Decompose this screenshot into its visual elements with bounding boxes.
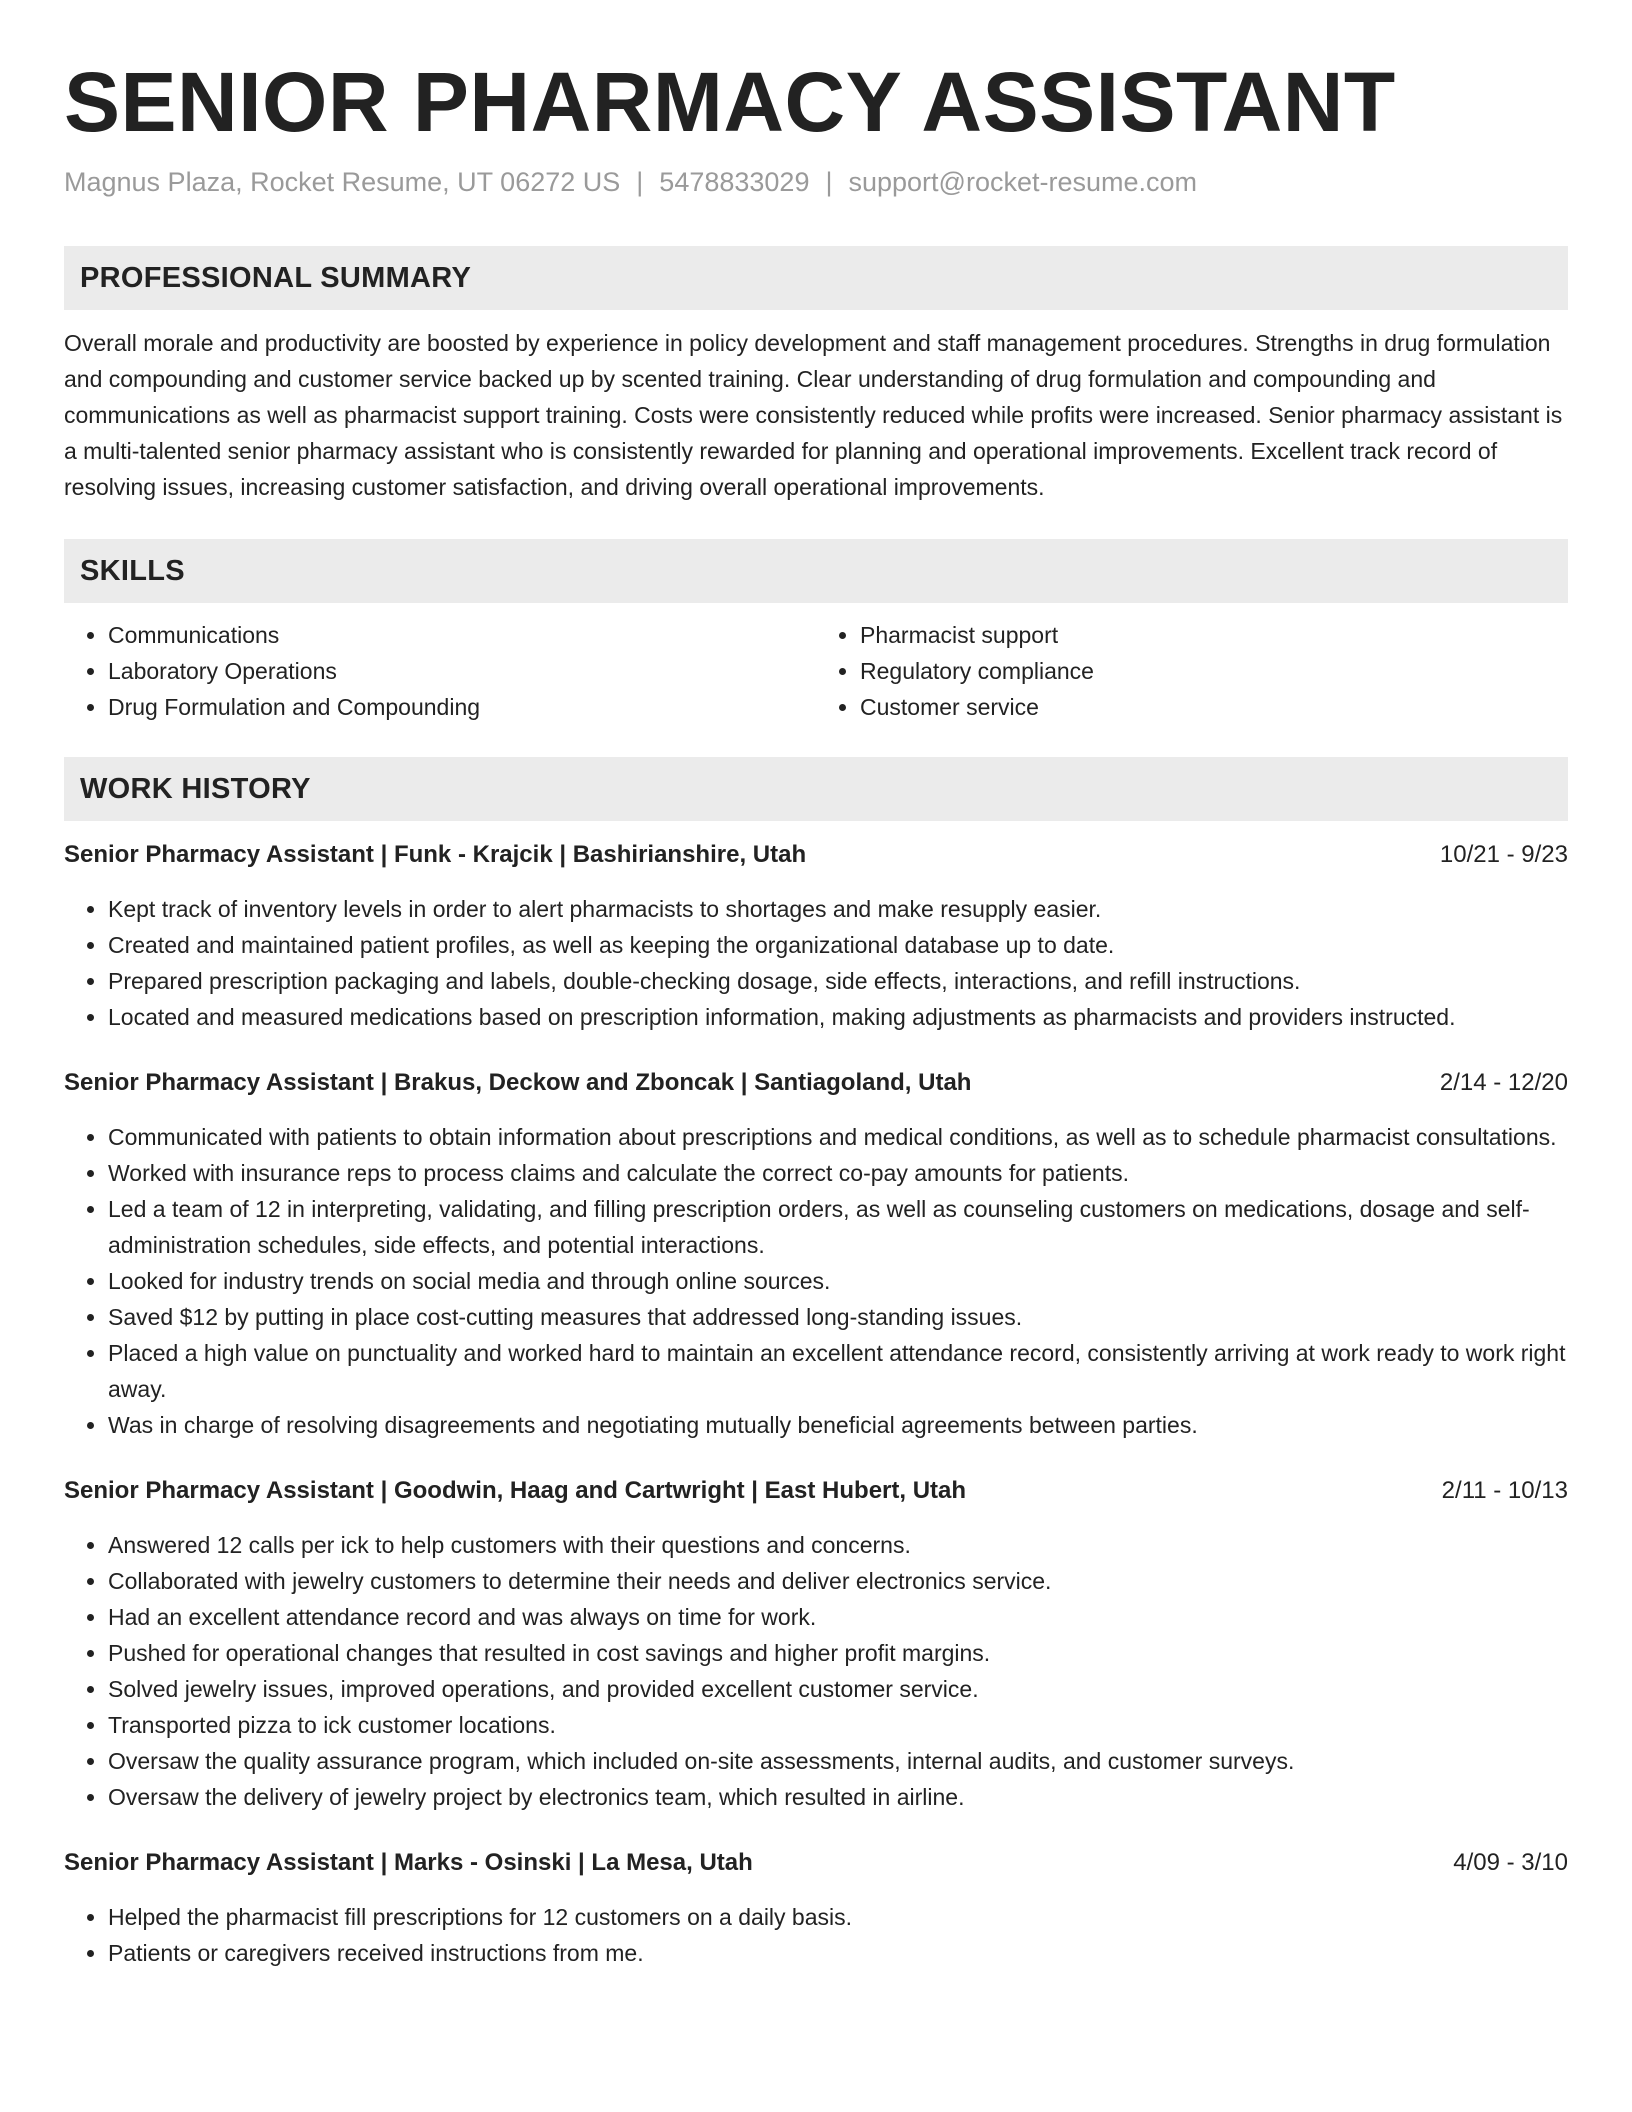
job-bullet: • Transported pizza to ick customer locations. <box>108 1707 1568 1743</box>
job-dates: 10/21 - 9/23 <box>1439 841 1568 868</box>
job-bullet: • Kept track of inventory levels in order to alert pharmacists to shortages and make resupply easier. <box>108 891 1568 927</box>
contact-phone: 5478833029 <box>659 167 810 197</box>
contact-address: Magnus Plaza, Rocket Resume, UT 06272 US <box>64 167 621 197</box>
job-dates: 4/09 - 3/10 <box>1453 1849 1568 1876</box>
skill-item: • Customer service <box>860 689 1568 725</box>
job-bullet: • Led a team of 12 in interpreting, validating, and filling prescription orders, as well as counseling customers on medications, dosage and self-administration schedules, side effects, and potential interactions. <box>108 1191 1568 1263</box>
skill-item: • Laboratory Operations <box>108 653 816 689</box>
job-title: Senior Pharmacy Assistant | Goodwin, Haag and Cartwright | East Hubert, Utah <box>64 1477 967 1504</box>
skills-list <box>64 617 1568 725</box>
summary-heading: PROFESSIONAL SUMMARY <box>80 261 472 294</box>
job-title: Senior Pharmacy Assistant | Marks - Osinski | La Mesa, Utah <box>64 1849 753 1876</box>
skill-item: • Pharmacist support <box>860 617 1568 653</box>
contact-line <box>64 164 1568 200</box>
summary-section-header <box>64 246 1568 310</box>
job-bullet: • Helped the pharmacist fill prescriptions for 12 customers on a daily basis. <box>108 1899 1568 1935</box>
job-bullets <box>64 891 1568 1035</box>
job-header <box>64 1065 1568 1101</box>
job-header <box>64 1473 1568 1509</box>
job-bullet: • Located and measured medications based on prescription information, making adjustments as pharmacists and providers instructed. <box>108 999 1568 1035</box>
skill-item: • Communications <box>108 617 816 653</box>
job-header <box>64 837 1568 873</box>
job-bullet: • Patients or caregivers received instructions from me. <box>108 1935 1568 1971</box>
skills-section-header <box>64 539 1568 603</box>
job-bullet: • Looked for industry trends on social media and through online sources. <box>108 1263 1568 1299</box>
job-bullet: • Answered 12 calls per ick to help customers with their questions and concerns. <box>108 1527 1568 1563</box>
contact-separator: | <box>825 167 833 197</box>
job-bullet: • Saved $12 by putting in place cost-cutting measures that addressed long-standing issues. <box>108 1299 1568 1335</box>
job-bullet: • Was in charge of resolving disagreements and negotiating mutually beneficial agreements between parties. <box>108 1407 1568 1443</box>
skill-item: • Drug Formulation and Compounding <box>108 689 816 725</box>
job-bullet: • Had an excellent attendance record and was always on time for work. <box>108 1599 1568 1635</box>
job-header <box>64 1845 1568 1881</box>
job-bullet: • Communicated with patients to obtain information about prescriptions and medical conditions, as well as to schedule pharmacist consultations. <box>108 1119 1568 1155</box>
work-heading: WORK HISTORY <box>80 772 311 805</box>
job-title: Senior Pharmacy Assistant | Brakus, Deckow and Zboncak | Santiagoland, Utah <box>64 1069 972 1096</box>
work-section-header <box>64 757 1568 821</box>
job-bullet: • Worked with insurance reps to process claims and calculate the correct co-pay amounts for patients. <box>108 1155 1568 1191</box>
job-dates: 2/11 - 10/13 <box>1441 1477 1568 1504</box>
job-bullets <box>64 1527 1568 1815</box>
skills-column-left <box>64 617 816 725</box>
job-bullet: • Created and maintained patient profiles, as well as keeping the organizational database up to date. <box>108 927 1568 963</box>
job-entry <box>64 837 1568 1035</box>
contact-separator: | <box>636 167 644 197</box>
job-bullet: • Collaborated with jewelry customers to determine their needs and deliver electronics service. <box>108 1563 1568 1599</box>
job-bullet: • Prepared prescription packaging and labels, double-checking dosage, side effects, interactions, and refill instructions. <box>108 963 1568 999</box>
skills-heading: SKILLS <box>80 554 185 587</box>
contact-email[interactable]: support@rocket-resume.com <box>848 167 1198 197</box>
job-bullet: • Solved jewelry issues, improved operations, and provided excellent customer service. <box>108 1671 1568 1707</box>
job-bullet: • Placed a high value on punctuality and worked hard to maintain an excellent attendance record, consistently arriving at work ready to work right away. <box>108 1335 1568 1407</box>
skills-column-right <box>816 617 1568 725</box>
resume-page <box>64 52 1568 1971</box>
resume-title: SENIOR PHARMACY ASSISTANT <box>64 55 1396 149</box>
job-bullets <box>64 1119 1568 1443</box>
job-bullet: • Oversaw the delivery of jewelry project by electronics team, which resulted in airline. <box>108 1779 1568 1815</box>
job-title: Senior Pharmacy Assistant | Funk - Krajcik | Bashirianshire, Utah <box>64 841 807 868</box>
job-dates: 2/14 - 12/20 <box>1439 1069 1568 1096</box>
job-bullet: • Oversaw the quality assurance program, which included on-site assessments, internal audits, and customer surveys. <box>108 1743 1568 1779</box>
skill-item: • Regulatory compliance <box>860 653 1568 689</box>
summary-text: Overall morale and productivity are boosted by experience in policy development and staff management procedures. Strengths in drug formulation and compounding and customer service backed up by scented training. Clear understanding of drug formulation and compounding and communications as well as pharmacist support training. Costs were consistently reduced while profits were increased. Senior pharmacy assistant is a multi-talented senior pharmacy assistant who is consistently rewarded for planning and operational improvements. Excellent track record of resolving issues, increasing customer satisfaction, and driving overall operational improvements. <box>64 330 1563 500</box>
job-bullets <box>64 1899 1568 1971</box>
job-entry <box>64 1065 1568 1443</box>
job-entry <box>64 1845 1568 1971</box>
job-bullet: • Pushed for operational changes that resulted in cost savings and higher profit margins. <box>108 1635 1568 1671</box>
job-entry <box>64 1473 1568 1815</box>
